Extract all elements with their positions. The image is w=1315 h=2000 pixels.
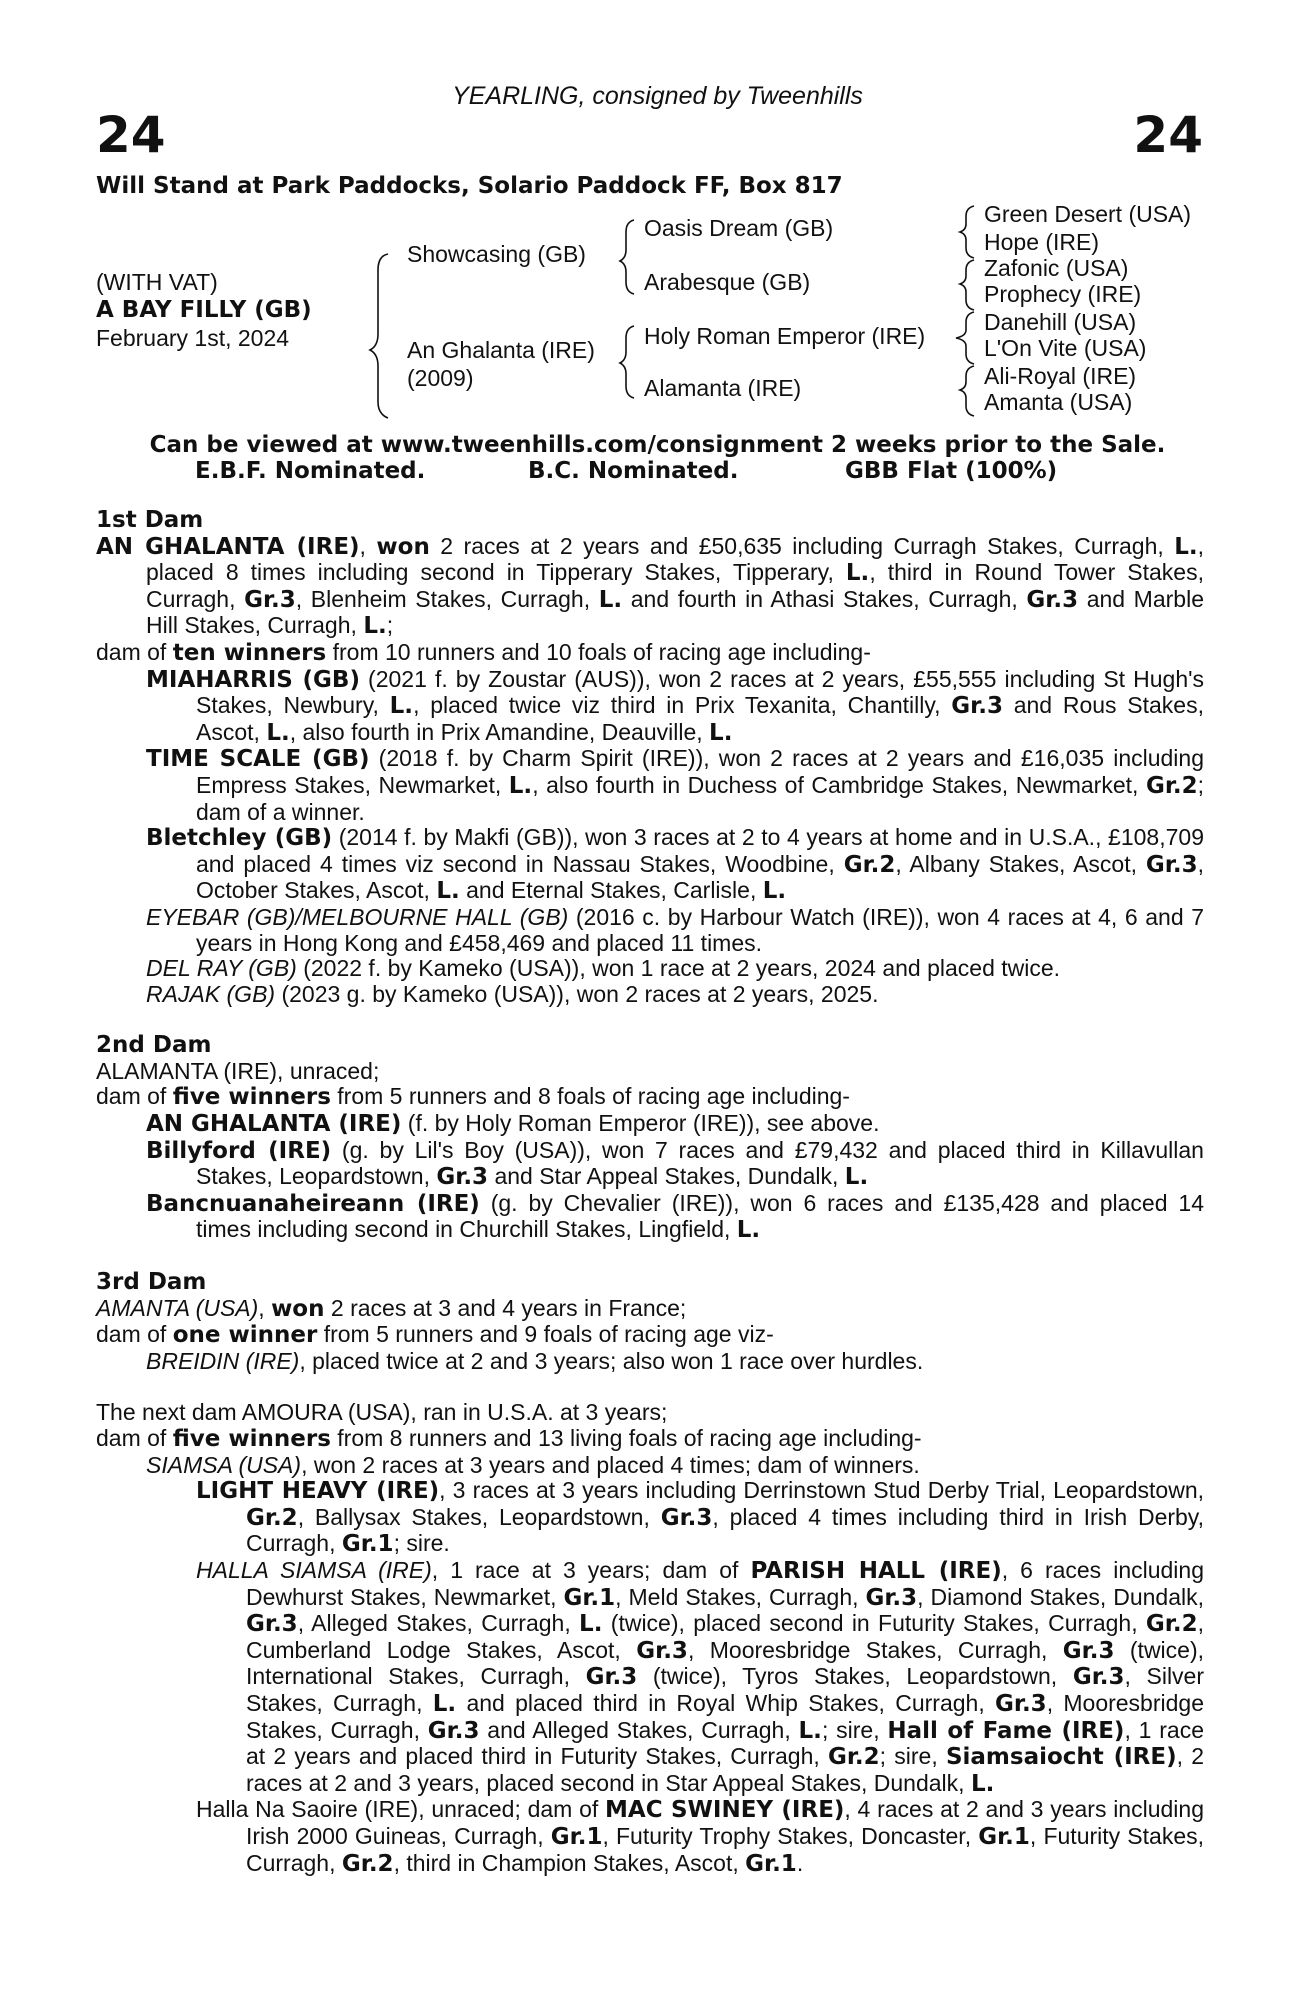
list-item: BREIDIN (IRE), placed twice at 2 and 3 years; also won 1 race over hurdles. <box>146 1347 924 1374</box>
gen3-8: Amanta (USA) <box>984 389 1133 415</box>
ebf-note: E.B.F. Nominated. <box>195 458 426 484</box>
vat-label: (WITH VAT) <box>96 269 218 295</box>
dam-name: An Ghalanta (IRE) <box>407 337 595 363</box>
list-item: Billyford (IRE) (g. by Lil's Boy (USA)), won 7 races and £79,432 and placed third in Killavullan Stakes, Leopardstown, Gr.3 and Star Appeal Stakes, Dundalk, L. <box>146 1136 1204 1191</box>
list-item: HALLA SIAMSA (IRE), 1 race at 3 years; dam of PARISH HALL (IRE), 6 races including Dewhurst Stakes, Newmarket, Gr.1, Meld Stakes, Curragh, Gr.3, Diamond Stakes, Dundalk, Gr.3, Alleged Stakes, Curragh, L. (twice), placed second in Futurity Stakes, Curragh, Gr.2, Cumberland Lodge Stakes, Ascot, Gr.3, Mooresbridge Stakes, Curragh, Gr.3 (twice), International Stakes, Curragh, Gr.3 (twice), Tyros Stakes, Leopardstown, Gr.3, Silver Stakes, Curragh, L. and placed third in Royal Whip Stakes, Curragh, Gr.3, Mooresbridge Stakes, Curragh, Gr.3 and Alleged Stakes, Curragh, L.; sire, Hall of Fame (IRE), 1 race at 2 years and placed third in Futurity Stakes, Curragh, Gr.2; sire, Siamsaiocht (IRE), 2 races at 2 and 3 years, placed second in Star Appeal Stakes, Dundalk, L. <box>196 1556 1205 1797</box>
second-dam-record: ALAMANTA (IRE), unraced; <box>96 1057 380 1084</box>
foaling-date: February 1st, 2024 <box>96 325 290 351</box>
list-item: DEL RAY (GB) (2022 f. by Kameko (USA)), won 1 race at 2 years, 2024 and placed twice. <box>146 955 1061 982</box>
sire-sire: Oasis Dream (GB) <box>644 215 834 241</box>
fourth-dam-produce-summary: dam of five winners from 8 runners and 13 living foals of racing age including- <box>96 1425 922 1452</box>
bc-note: B.C. Nominated. <box>528 458 739 484</box>
lot-name: A BAY FILLY (GB) <box>96 297 312 323</box>
third-dam-produce-summary: dam of one winner from 5 runners and 9 foals of racing age viz- <box>96 1321 774 1349</box>
gen3-5: Danehill (USA) <box>984 309 1137 335</box>
gen3-4: Prophecy (IRE) <box>984 281 1142 307</box>
first-dam-produce-summary: dam of ten winners from 10 runners and 10 foals of racing age including- <box>96 638 871 666</box>
gen3-2: Hope (IRE) <box>984 229 1100 255</box>
gen3-7: Ali-Royal (IRE) <box>984 363 1137 389</box>
list-item: Bletchley (GB) (2014 f. by Makfi (GB)), won 3 races at 2 to 4 years at home and in U.S.A., £108,709 and placed 4 times viz second in Nassau Stakes, Woodbine, Gr.2, Albany Stakes, Ascot, Gr.3, October Stakes, Ascot, L. and Eternal Stakes, Carlisle, L. <box>146 824 1204 905</box>
list-item: EYEBAR (GB)/MELBOURNE HALL (GB) (2016 c. by Harbour Watch (IRE)), won 4 races at 4, 6 and 7 years in Hong Kong and £458,469 and placed 11 times. <box>146 903 1204 956</box>
third-dam-record: AMANTA (USA), won 2 races at 3 and 4 years in France; <box>96 1294 687 1322</box>
consignor-line: YEARLING, consigned by Tweenhills <box>452 82 863 110</box>
list-item: MIAHARRIS (GB) (2021 f. by Zoustar (AUS)), won 2 races at 2 years, £55,555 including St Hugh's Stakes, Newbury, L., placed twice viz third in Prix Texanita, Chantilly, Gr.3 and Rous Stakes, Ascot, L., also fourth in Prix Amandine, Deauville, L. <box>146 665 1204 746</box>
fourth-dam-record: The next dam AMOURA (USA), ran in U.S.A. at 3 years; <box>96 1399 668 1426</box>
third-dam-heading: 3rd Dam <box>96 1269 207 1296</box>
lot-number-left: 24 <box>96 106 166 164</box>
gen3-3: Zafonic (USA) <box>984 255 1129 281</box>
stand-location: Will Stand at Park Paddocks, Solario Paddock FF, Box 817 <box>96 173 843 199</box>
viewing-note: Can be viewed at www.tweenhills.com/consignment 2 weeks prior to the Sale. <box>149 432 1166 458</box>
dam-sire: Holy Roman Emperor (IRE) <box>644 323 926 349</box>
list-item: AN GHALANTA (IRE) (f. by Holy Roman Emperor (IRE)), see above. <box>146 1110 880 1138</box>
first-dam-heading: 1st Dam <box>96 507 204 533</box>
dam-dam: Alamanta (IRE) <box>644 375 802 401</box>
lot-number-right: 24 <box>1133 106 1203 164</box>
dam-year: (2009) <box>407 365 474 391</box>
second-dam-heading: 2nd Dam <box>96 1032 212 1059</box>
gen3-6: L'On Vite (USA) <box>984 335 1147 361</box>
second-dam-produce-summary: dam of five winners from 5 runners and 8 foals of racing age including- <box>96 1083 850 1111</box>
first-dam-record: AN GHALANTA (IRE), won 2 races at 2 years and £50,635 including Curragh Stakes, Curragh, L., placed 8 times including second in Tipperary Stakes, Tipperary, L., third in Round Tower Stakes, Curragh, Gr.3, Blenheim Stakes, Curragh, L. and fourth in Athasi Stakes, Curragh, Gr.3 and Marble Hill Stakes, Curragh, L.; <box>96 532 1205 640</box>
list-item: Halla Na Saoire (IRE), unraced; dam of MAC SWINEY (IRE), 4 races at 2 and 3 years including Irish 2000 Guineas, Curragh, Gr.1, Futurity Trophy Stakes, Doncaster, Gr.1, Futurity Stakes, Curragh, Gr.2, third in Champion Stakes, Ascot, Gr.1. <box>196 1796 1204 1877</box>
list-item: RAJAK (GB) (2023 g. by Kameko (USA)), won 2 races at 2 years, 2025. <box>146 980 879 1007</box>
gbb-note: GBB Flat (100%) <box>845 458 1058 484</box>
list-item: Bancnuanaheireann (IRE) (g. by Chevalier (IRE)), won 6 races and £135,428 and placed 14 times including second in Churchill Stakes, Lingfield, L. <box>146 1189 1204 1244</box>
list-item: LIGHT HEAVY (IRE), 3 races at 3 years including Derrinstown Stud Derby Trial, Leopardstown, Gr.2, Ballysax Stakes, Leopardstown, Gr.3, placed 4 times including third in Irish Derby, Curragh, Gr.1; sire. <box>196 1477 1205 1558</box>
sire-name: Showcasing (GB) <box>407 241 586 267</box>
catalogue-body <box>96 508 1204 1877</box>
gen3-1: Green Desert (USA) <box>984 201 1192 227</box>
list-item: SIAMSA (USA), won 2 races at 3 years and placed 4 times; dam of winners. <box>146 1451 920 1478</box>
list-item: TIME SCALE (GB) (2018 f. by Charm Spirit (IRE)), won 2 races at 2 years and £16,035 including Empress Stakes, Newmarket, L., also fourth in Duchess of Cambridge Stakes, Newmarket, Gr.2; dam of a winner. <box>146 745 1205 825</box>
sire-dam: Arabesque (GB) <box>644 269 811 295</box>
